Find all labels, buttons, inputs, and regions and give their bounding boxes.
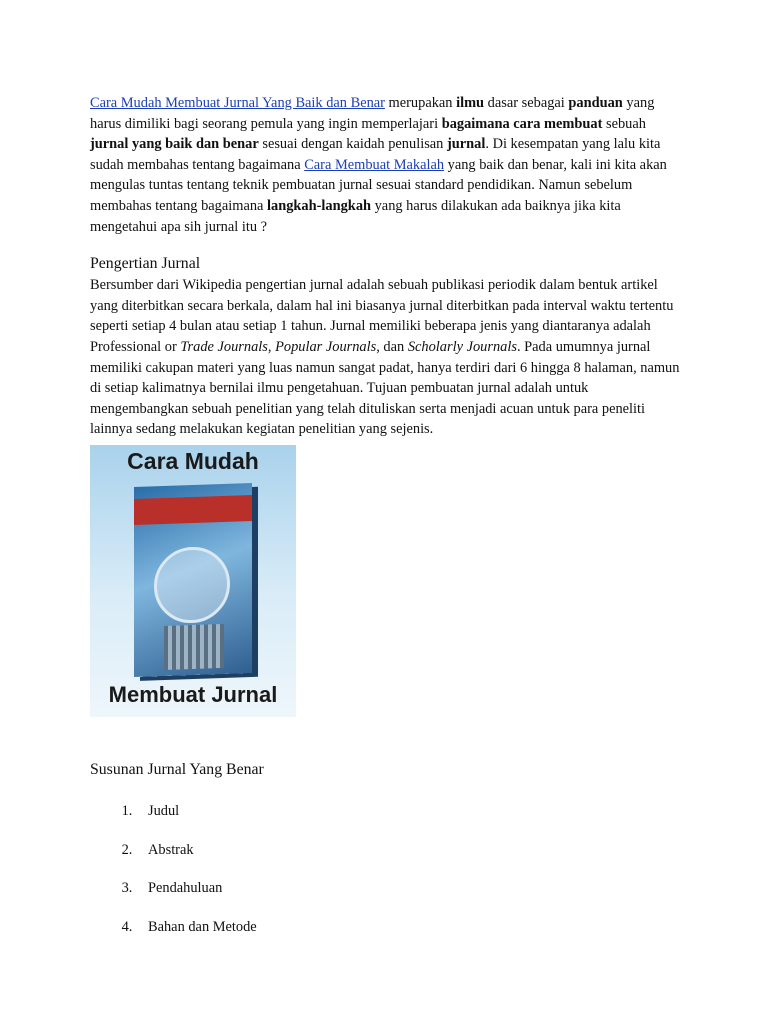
intro-text: merupakan	[384, 95, 457, 111]
bold-ilmu: ilmu	[456, 95, 485, 111]
list-item: 4. Bahan dan Metode	[136, 917, 684, 938]
intro-text: sesuai dengan kaidah penulisan	[258, 136, 447, 153]
bold-panduan: panduan	[568, 95, 623, 111]
pengertian-paragraph	[90, 275, 684, 440]
pengertian-text: , dan	[376, 338, 408, 355]
magnifier-icon	[154, 546, 230, 625]
intro-text: yang harus dilakukan ada baiknya jika kita mengetahui apa sih jurnal itu ?	[90, 197, 621, 235]
list-item: 1. Judul	[136, 801, 684, 822]
journal-book-illustration	[134, 483, 252, 677]
list-item: 2. Abstrak	[136, 840, 684, 861]
susunan-list	[90, 801, 684, 937]
intro-text: . Di kesempatan yang lalu kita sudah membahas tentang bagaimana	[90, 136, 661, 173]
building-icon	[164, 624, 224, 670]
italic-trade-journals: Trade Journals	[180, 338, 268, 355]
bold-jurnal-baik-benar: jurnal yang baik dan benar	[90, 136, 259, 153]
bold-bagaimana-cara-membuat: bagaimana cara membuat	[441, 115, 603, 132]
pengertian-text: . Pada umumnya jurnal memiliki cakupan materi yang luas namun sangat padat, hanya terdiri dari 6 hingga 8 halaman, namun di setiap kalimatnya bernilai ilmu pengetahuan. Tujuan pembuatan jurnal adalah untuk mengembangkan sebuah penelitian yang telah dituliskan serta menjadi acuan untuk para peneliti lainnya sedang melakukan kegiatan penelitian yang sejenis.	[90, 338, 680, 438]
link-cara-mudah-membuat-jurnal[interactable]: Cara Mudah Membuat Jurnal Yang Baik dan Benar	[90, 95, 385, 111]
pengertian-text: Bersumber dari Wikipedia pengertian jurnal adalah sebuah publikasi periodik dalam bentuk artikel yang diterbitkan secara berkala, dalam hal ini biasanya jurnal diterbitkan pada interval waktu tertentu seperti setiap 4 bulan atau setiap 1 tahun. Jurnal memiliki beberapa jenis yang diantaranya adalah Professional or	[90, 277, 674, 355]
journal-cover-image	[90, 445, 296, 717]
cover-bottom-text: Membuat Jurnal	[108, 681, 278, 707]
heading-pengertian-jurnal: Pengertian Jurnal	[90, 255, 201, 273]
intro-text: sebuah	[602, 115, 646, 132]
cover-top-text: Cara Mudah	[127, 447, 259, 474]
heading-susunan-jurnal: Susunan Jurnal Yang Benar	[90, 760, 264, 778]
italic-scholarly-journals: Scholarly Journals	[407, 338, 517, 355]
bold-jurnal: jurnal	[446, 136, 486, 153]
intro-paragraph	[90, 93, 684, 237]
book-title-band	[134, 495, 252, 525]
intro-text: dasar sebagai	[484, 95, 569, 111]
article-body	[90, 93, 684, 955]
italic-popular-journals: Popular Journals	[275, 338, 377, 355]
pengertian-text: ,	[267, 338, 276, 355]
intro-text: yang harus dimiliki bagi seorang pemula yang ingin memperlajari	[90, 95, 655, 132]
list-item: 3. Pendahuluan	[136, 878, 684, 899]
intro-text: yang baik dan benar, kali ini kita akan mengulas tuntas tentang teknik pembuatan jurnal sesuai standard pendidikan. Namun sebelum membahas tentang bagaimana	[90, 156, 667, 214]
link-cara-membuat-makalah[interactable]: Cara Membuat Makalah	[304, 156, 445, 173]
bold-langkah-langkah: langkah-langkah	[267, 197, 372, 214]
